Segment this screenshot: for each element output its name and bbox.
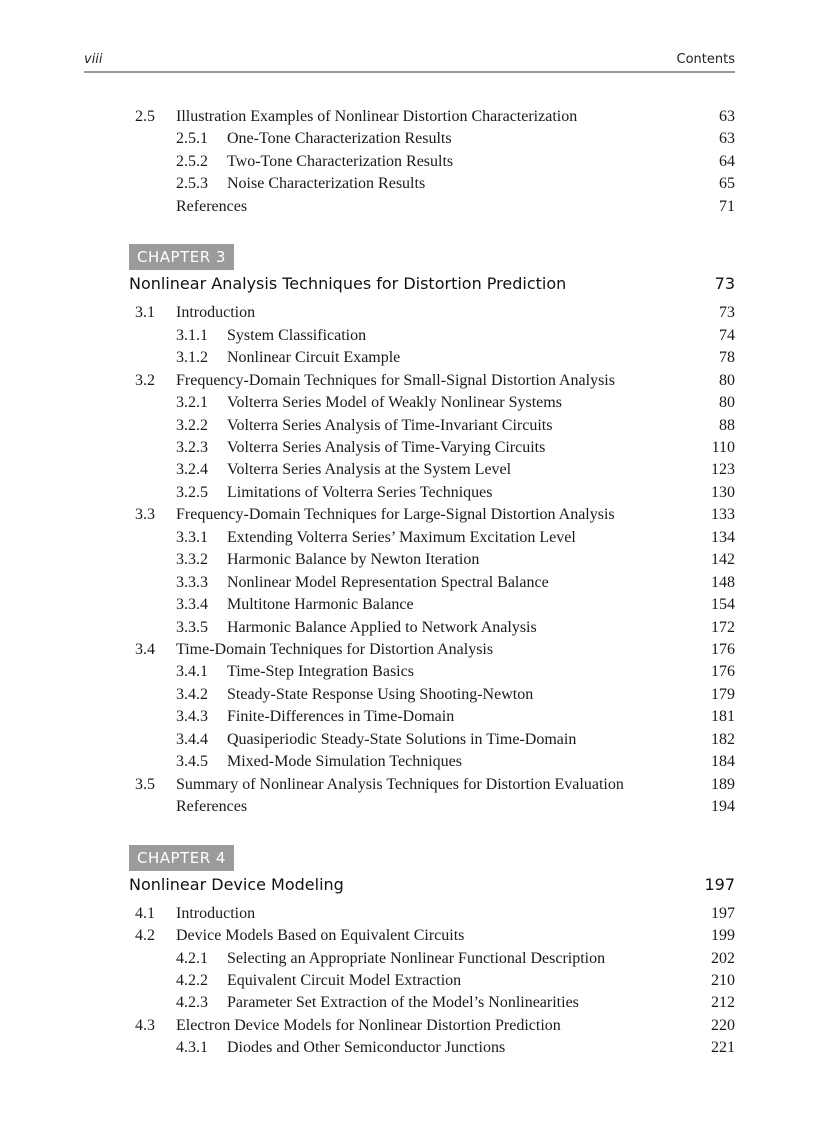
page-number: 176 xyxy=(711,663,735,681)
page-number: 212 xyxy=(711,994,735,1012)
section-number: 3.4.5 xyxy=(176,753,208,771)
toc-subsection[interactable] xyxy=(0,572,816,594)
section-number: 3.2.1 xyxy=(176,394,208,412)
toc-section[interactable] xyxy=(0,639,816,661)
page-number: 221 xyxy=(711,1039,735,1057)
section-title: Harmonic Balance Applied to Network Analysis xyxy=(227,618,537,636)
toc-subsection[interactable] xyxy=(0,684,816,706)
section-number: 3.3 xyxy=(135,506,155,524)
section-title: Nonlinear Model Representation Spectral Balance xyxy=(227,573,549,591)
section-title: Volterra Series Analysis of Time-Varying Circuits xyxy=(227,438,546,456)
section-number: 3.3.4 xyxy=(176,596,208,614)
toc-subsection[interactable] xyxy=(0,482,816,504)
section-title: Extending Volterra Series’ Maximum Excitation Level xyxy=(227,528,576,546)
section-number: 3.2.5 xyxy=(176,483,208,501)
section-number: 3.4.2 xyxy=(176,685,208,703)
section-title: Summary of Nonlinear Analysis Techniques for Distortion Evaluation xyxy=(176,775,624,793)
page-number: 194 xyxy=(711,798,735,816)
chapter-label: CHAPTER 3 xyxy=(129,244,234,270)
section-number: 3.2 xyxy=(135,371,155,389)
toc-subsection[interactable] xyxy=(0,729,816,751)
section-number: 4.2.3 xyxy=(176,994,208,1012)
section-number: 4.3 xyxy=(135,1016,155,1034)
chapter-title: Nonlinear Device Modeling xyxy=(129,874,344,894)
section-title: Device Models Based on Equivalent Circuits xyxy=(176,927,465,945)
section-title: Quasiperiodic Steady-State Solutions in Time-Domain xyxy=(227,730,577,748)
page-number: 182 xyxy=(711,730,735,748)
toc-subsection[interactable] xyxy=(0,948,816,970)
toc-section[interactable] xyxy=(0,504,816,526)
page-number: 199 xyxy=(711,927,735,945)
page-number: 130 xyxy=(711,483,735,501)
page-folio: viii xyxy=(84,52,103,67)
section-title: Diodes and Other Semiconductor Junctions xyxy=(227,1039,506,1057)
section-title: Steady-State Response Using Shooting-Newton xyxy=(227,685,534,703)
toc-references[interactable] xyxy=(0,796,816,818)
toc-subsection[interactable] xyxy=(0,173,816,195)
page-number: 179 xyxy=(711,685,735,703)
section-number: 3.3.5 xyxy=(176,618,208,636)
section-title: Electron Device Models for Nonlinear Distortion Prediction xyxy=(176,1016,561,1034)
section-title: Equivalent Circuit Model Extraction xyxy=(227,971,462,989)
page-number: 148 xyxy=(711,573,735,591)
section-number: 3.2.2 xyxy=(176,416,208,434)
section-title: Nonlinear Circuit Example xyxy=(227,349,401,367)
section-number: 3.1 xyxy=(135,304,155,322)
section-title: Finite-Differences in Time-Domain xyxy=(227,708,455,726)
toc-section[interactable] xyxy=(0,302,816,324)
section-number: 3.1.1 xyxy=(176,326,208,344)
page-number: 78 xyxy=(719,349,735,367)
page-number: 73 xyxy=(719,304,735,322)
page-number: 63 xyxy=(719,108,735,125)
toc-subsection[interactable] xyxy=(0,151,816,173)
toc-references[interactable] xyxy=(0,196,816,218)
section-number: 3.5 xyxy=(135,775,155,793)
toc-subsection[interactable] xyxy=(0,325,816,347)
toc-subsection[interactable] xyxy=(0,549,816,571)
section-number: 3.4.4 xyxy=(176,730,208,748)
section-title: System Classification xyxy=(227,326,367,344)
chapter-page-number: 197 xyxy=(704,874,735,894)
section-title: Multitone Harmonic Balance xyxy=(227,596,414,614)
toc-section[interactable] xyxy=(0,370,816,392)
toc-section[interactable] xyxy=(0,903,816,925)
section-number: 3.4.3 xyxy=(176,708,208,726)
chapter-heading[interactable] xyxy=(0,873,816,897)
page-number: 176 xyxy=(711,641,735,658)
section-title: Frequency-Domain Techniques for Small-Signal Distortion Analysis xyxy=(176,371,615,389)
section-title: Harmonic Balance by Newton Iteration xyxy=(227,551,480,569)
page-number: 133 xyxy=(711,506,735,524)
toc-section[interactable] xyxy=(0,106,816,128)
section-title: Mixed-Mode Simulation Techniques xyxy=(227,753,462,771)
page-number: 210 xyxy=(711,971,735,989)
section-number: 3.3.3 xyxy=(176,573,208,591)
section-number: 4.3.1 xyxy=(176,1039,208,1057)
page-number: 88 xyxy=(719,416,735,434)
toc-subsection[interactable] xyxy=(0,415,816,437)
page-number: 172 xyxy=(711,618,735,636)
page-number: 64 xyxy=(719,152,735,170)
section-number: 4.1 xyxy=(135,904,155,922)
toc-subsection[interactable] xyxy=(0,437,816,459)
toc-section[interactable] xyxy=(0,774,816,796)
page-number: 80 xyxy=(719,371,735,389)
toc-subsection[interactable] xyxy=(0,594,816,616)
toc-subsection[interactable] xyxy=(0,527,816,549)
toc-subsection[interactable] xyxy=(0,992,816,1014)
toc-subsection[interactable] xyxy=(0,617,816,639)
section-title: Illustration Examples of Nonlinear Distortion Characterization xyxy=(176,108,578,125)
section-title: References xyxy=(176,197,248,215)
section-title: Introduction xyxy=(176,904,256,922)
section-number: 3.1.2 xyxy=(176,349,208,367)
section-title: One-Tone Characterization Results xyxy=(227,130,452,148)
toc-section[interactable] xyxy=(0,925,816,947)
section-title: Time-Domain Techniques for Distortion Analysis xyxy=(176,641,494,658)
section-number: 4.2 xyxy=(135,927,155,945)
page-number: 74 xyxy=(719,326,735,344)
toc-subsection[interactable] xyxy=(0,970,816,992)
section-number: 2.5 xyxy=(135,108,155,125)
section-title: Selecting an Appropriate Nonlinear Functional Description xyxy=(227,949,606,967)
section-number: 3.4.1 xyxy=(176,663,208,681)
section-number: 3.2.3 xyxy=(176,438,208,456)
chapter-heading[interactable] xyxy=(0,272,816,296)
page-number: 197 xyxy=(711,904,735,922)
toc-subsection[interactable] xyxy=(0,706,816,728)
section-title: Frequency-Domain Techniques for Large-Signal Distortion Analysis xyxy=(176,506,615,524)
page-number: 184 xyxy=(711,753,735,771)
section-title: Volterra Series Model of Weakly Nonlinear Systems xyxy=(227,394,562,412)
page-number: 63 xyxy=(719,130,735,148)
page-number: 154 xyxy=(711,596,735,614)
chapter-page-number: 73 xyxy=(714,274,735,294)
section-number: 4.2.2 xyxy=(176,971,208,989)
toc-subsection[interactable] xyxy=(0,661,816,683)
page-number: 134 xyxy=(711,528,735,546)
toc-subsection[interactable] xyxy=(0,459,816,481)
running-title: Contents xyxy=(676,52,735,67)
page-number: 80 xyxy=(719,394,735,412)
section-title: Volterra Series Analysis of Time-Invariant Circuits xyxy=(227,416,553,434)
section-title: Time-Step Integration Basics xyxy=(227,663,414,681)
page-number: 71 xyxy=(719,197,735,215)
section-title: References xyxy=(176,798,248,816)
section-number: 3.4 xyxy=(135,641,155,658)
chapter-title: Nonlinear Analysis Techniques for Distortion Prediction xyxy=(129,274,567,294)
section-number: 2.5.1 xyxy=(176,130,208,148)
section-title: Parameter Set Extraction of the Model’s Nonlinearities xyxy=(227,994,579,1012)
section-number: 4.2.1 xyxy=(176,949,208,967)
section-number: 3.3.2 xyxy=(176,551,208,569)
page-number: 123 xyxy=(711,461,735,479)
page-number: 220 xyxy=(711,1016,735,1034)
section-title: Volterra Series Analysis at the System Level xyxy=(227,461,512,479)
chapter-label: CHAPTER 4 xyxy=(129,845,234,871)
toc-subsection[interactable] xyxy=(0,751,816,773)
toc-subsection[interactable] xyxy=(0,1037,816,1059)
toc-subsection[interactable] xyxy=(0,392,816,414)
page-number: 189 xyxy=(711,775,735,793)
toc-section[interactable] xyxy=(0,1015,816,1037)
page-number: 110 xyxy=(711,438,735,456)
section-title: Two-Tone Characterization Results xyxy=(227,152,454,170)
section-number: 2.5.3 xyxy=(176,175,208,193)
toc-subsection[interactable] xyxy=(0,347,816,369)
section-number: 3.3.1 xyxy=(176,528,208,546)
page-number: 142 xyxy=(711,551,735,569)
section-number: 3.2.4 xyxy=(176,461,208,479)
section-title: Noise Characterization Results xyxy=(227,175,426,193)
section-title: Introduction xyxy=(176,304,256,322)
page-number: 202 xyxy=(711,949,735,967)
section-number: 2.5.2 xyxy=(176,152,208,170)
section-title: Limitations of Volterra Series Techniques xyxy=(227,483,493,501)
page-number: 65 xyxy=(719,175,735,193)
toc-subsection[interactable] xyxy=(0,128,816,150)
page-number: 181 xyxy=(711,708,735,726)
